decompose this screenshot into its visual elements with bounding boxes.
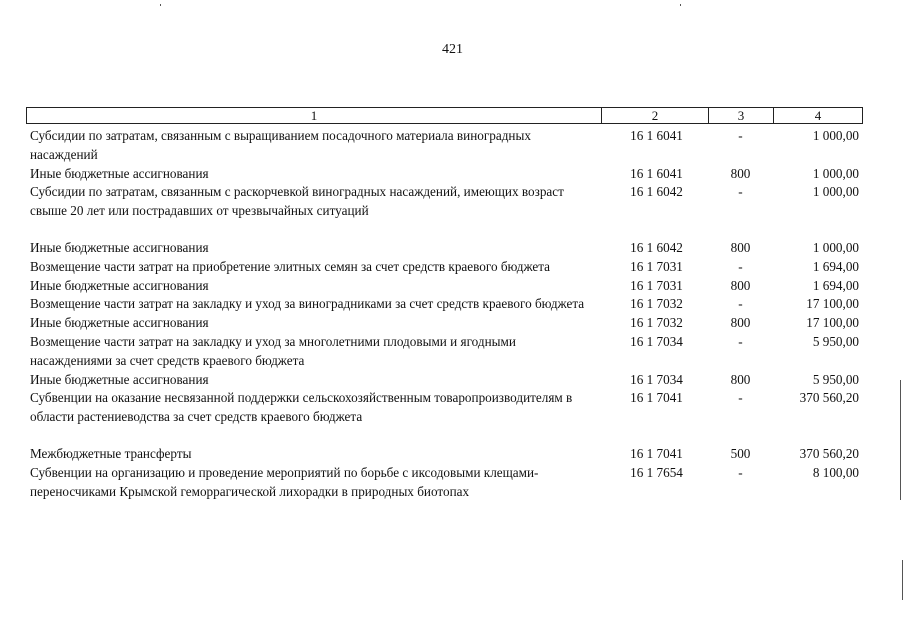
row-sum: 1 000,00	[812, 165, 859, 181]
row-spacer	[26, 427, 863, 445]
row-name: Субвенции на организацию и проведение мероприятий по борьбе с иксодовыми клещами-переносчиками Крымской геморрагической лихорадки в природных биотопах	[30, 464, 539, 499]
table-row	[26, 295, 863, 314]
table-row	[26, 445, 863, 464]
row-sum: 1 000,00	[812, 128, 859, 143]
table-body	[26, 127, 863, 501]
row-code: 16 1 7034	[630, 371, 683, 387]
row-sum: 5 950,00	[812, 371, 859, 387]
row-sum: 1 694,00	[812, 277, 859, 293]
row-code: 16 1 6042	[630, 239, 683, 255]
table-row	[26, 258, 863, 277]
row-code: 16 1 7031	[630, 258, 683, 274]
table-row	[26, 165, 863, 184]
row-type: 800	[730, 239, 751, 255]
row-type: 800	[730, 315, 751, 331]
row-sum: 8 100,00	[812, 464, 859, 480]
table-row	[26, 389, 863, 427]
row-sum: 1 694,00	[812, 258, 859, 274]
row-type: -	[738, 296, 743, 312]
row-sum: 370 560,20	[799, 390, 859, 406]
row-type: -	[738, 333, 743, 349]
row-sum: 1 000,00	[812, 239, 859, 255]
row-name: Иные бюджетные ассигнования	[30, 165, 209, 181]
page-number: 421	[442, 42, 463, 57]
header-col-4: 4	[814, 108, 822, 123]
table-row	[26, 464, 863, 502]
row-name: Иные бюджетные ассигнования	[30, 371, 209, 387]
row-name: Иные бюджетные ассигнования	[30, 277, 209, 293]
row-type: -	[738, 184, 743, 200]
row-name: Возмещение части затрат на закладку и уход за многолетними плодовыми и ягодными насаждениями за счет средств краевого бюджета	[30, 333, 516, 368]
row-code: 16 1 7032	[630, 296, 683, 312]
header-col-1: 1	[27, 108, 602, 123]
row-code: 16 1 6041	[630, 128, 683, 143]
row-name: Субсидии по затратам, связанным с выращиванием посадочного материала виноградных насаждений	[30, 128, 531, 162]
table-row	[26, 239, 863, 258]
row-type: 800	[730, 277, 751, 293]
row-type: 800	[730, 165, 751, 181]
header-col-2: 2	[602, 108, 709, 123]
table-row	[26, 127, 863, 165]
row-name: Субвенции на оказание несвязанной поддержки сельскохозяйственным товаропроизводителям в области растениеводства за счет средств краевого бюджета	[30, 390, 573, 425]
row-sum: 1 000,00	[812, 184, 859, 200]
row-code: 16 1 7034	[630, 333, 683, 349]
row-sum: 370 560,20	[799, 445, 859, 461]
row-name: Межбюджетные трансферты	[30, 445, 192, 461]
row-type: 500	[730, 445, 751, 461]
row-type: 800	[730, 371, 751, 387]
scan-artifact-line	[902, 560, 903, 600]
row-code: 16 1 7041	[630, 445, 683, 461]
row-type: -	[738, 128, 743, 143]
row-sum: 17 100,00	[806, 296, 859, 312]
row-name: Возмещение части затрат на закладку и уход за виноградниками за счет средств краевого бюджета	[30, 296, 585, 312]
row-code: 16 1 6042	[630, 184, 683, 200]
row-type: -	[738, 464, 743, 480]
row-code: 16 1 6041	[630, 165, 683, 181]
table-row	[26, 183, 863, 221]
header-col-3: 3	[709, 108, 774, 123]
row-code: 16 1 7041	[630, 390, 683, 406]
row-spacer	[26, 221, 863, 239]
row-name: Иные бюджетные ассигнования	[30, 239, 209, 255]
row-code: 16 1 7654	[630, 464, 683, 480]
row-name: Возмещение части затрат на приобретение элитных семян за счет средств краевого бюджета	[30, 258, 551, 274]
row-code: 16 1 7031	[630, 277, 683, 293]
row-type: -	[738, 390, 743, 406]
row-name: Субсидии по затратам, связанным с раскорчевкой виноградных насаждений, имеющих возраст свыше 20 лет или пострадавших от чрезвычайных ситуаций	[30, 184, 564, 219]
row-sum: 5 950,00	[812, 333, 859, 349]
scan-artifact-dot	[160, 4, 161, 6]
row-type: -	[738, 258, 743, 274]
row-name: Иные бюджетные ассигнования	[30, 315, 209, 331]
scan-artifact-line	[900, 380, 901, 500]
table-row	[26, 314, 863, 333]
table-row	[26, 333, 863, 371]
table-header	[26, 107, 863, 124]
table-row	[26, 371, 863, 390]
row-code: 16 1 7032	[630, 315, 683, 331]
table-row	[26, 277, 863, 296]
row-sum: 17 100,00	[806, 315, 859, 331]
scan-artifact-dot	[680, 4, 681, 6]
